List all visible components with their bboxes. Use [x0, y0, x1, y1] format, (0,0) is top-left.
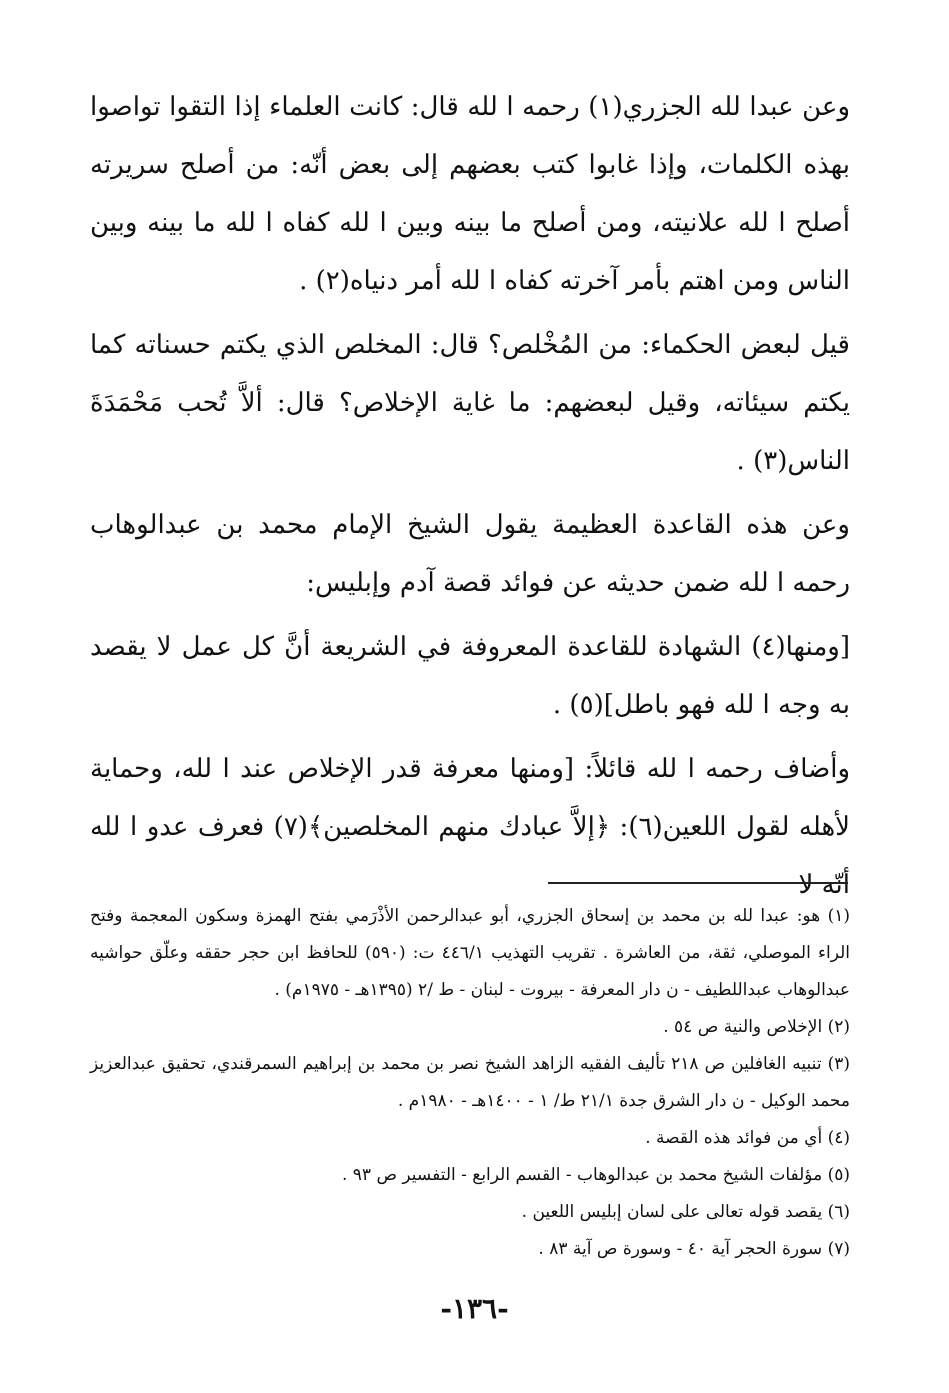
footnote-3: (٣) تنبيه الغافلين ص ٢١٨ تأليف الفقيه الزاهد الشيخ نصر بن محمد بن إبراهيم السمرقندي، تحقيق عبدالعزيز محمد الوكيل - ن دار الشرق جدة ٢١/١ ط/ ١ - ١٤٠٠هـ - ١٩٨٠م . [90, 1054, 850, 1111]
footnote-divider [548, 882, 848, 884]
main-text [90, 78, 850, 920]
paragraph-sheikh-intro: وعن هذه القاعدة العظيمة يقول الشيخ الإمام محمد بن عبدالوهاب رحمه ا لله ضمن حديثه عن فوائد قصة آدم وإبليس: [90, 510, 850, 598]
footnote-2: (٢) الإخلاص والنية ص ٥٤ . [663, 1017, 850, 1037]
footnote-5: (٥) مؤلفات الشيخ محمد بن عبدالوهاب - القسم الرابع - التفسير ص ٩٣ . [341, 1165, 850, 1185]
paragraph-mukhlis-definition: قيل لبعض الحكماء: من المُخْلص؟ قال: المخلص الذي يكتم حسناته كما يكتم سيئاته، وقيل لبعضهم: ما غاية الإخلاص؟ قال: ألاَّ تُحب مَحْمَدَةَ الناس(٣) . [90, 330, 850, 476]
footnote-1: (١) هو: عبدا لله بن محمد بن إسحاق الجزري، أبو عبدالرحمن الأذْرَمي بفتح الهمزة وسكون المعجمة وفتح الراء الموصلي، ثقة، من العاشرة . تقريب التهذيب ٤٤٦/١ ت: (٥٩٠) للحافظ ابن حجر حققه وعلّق حواشيه عبدالوهاب عبداللطيف - ن دار المعرفة - بيروت - لبنان - ط /٢ (١٣٩٥هـ - ١٩٧٥م) . [90, 906, 850, 1000]
footnote-7: (٧) سورة الحجر آية ٤٠ - وسورة ص آية ٨٣ . [538, 1239, 850, 1259]
paragraph-quote-ikhlas: وأضاف رحمه ا لله قائلاً: [ومنها معرفة قدر الإخلاص عند ا لله، وحماية لأهله لقول اللعين(٦): ﴿إلاَّ عبادك منهم المخلصين﴾(٧) فعرف عدو ا لله أنّه لا [90, 754, 850, 900]
paragraph-quote-rule: [ومنها(٤) الشهادة للقاعدة المعروفة في الشريعة أنَّ كل عمل لا يقصد به وجه ا لله فهو باطل](٥) . [90, 632, 850, 720]
page-number: -١٣٦- [440, 1292, 509, 1325]
paragraph-abdullah-jazari: وعن عبدا لله الجزري(١) رحمه ا لله قال: كانت العلماء إذا التقوا تواصوا بهذه الكلمات، وإذا غابوا كتب بعضهم إلى بعض أنّه: من أصلح سريرته أصلح ا لله علانيته، ومن أصلح ما بينه وبين ا لله كفاه ا لله ما بينه وبين الناس ومن اهتم بأمر آخرته كفاه ا لله أمر دنياه(٢) . [90, 92, 850, 296]
footnotes [90, 898, 850, 1268]
footnote-4: (٤) أي من فوائد هذه القصة . [645, 1128, 850, 1148]
footnote-6: (٦) يقصد قوله تعالى على لسان إبليس اللعين . [521, 1202, 850, 1222]
